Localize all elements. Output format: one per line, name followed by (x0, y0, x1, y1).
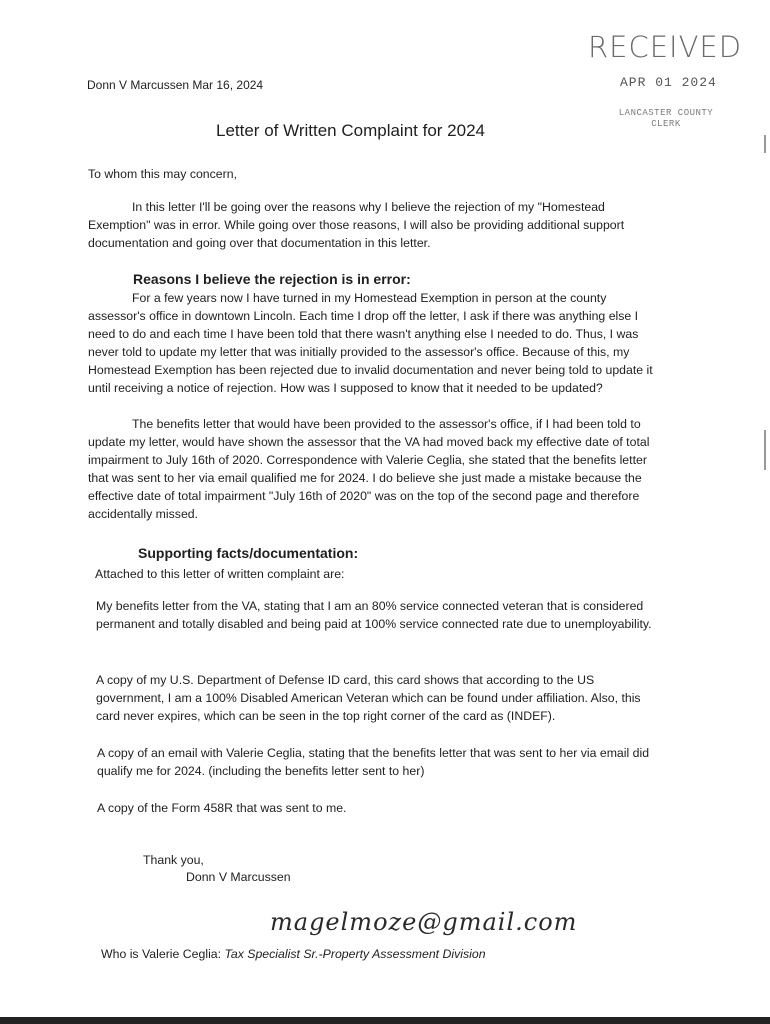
received-stamp-office (596, 108, 736, 130)
reasons-heading: Reasons I believe the rejection is in error: (133, 271, 411, 287)
reasons-paragraph-2: The benefits letter that would have been provided to the assessor's office, if I had been told to update my letter, would have shown the assessor that the VA had moved back my effective date of total impairment to July 16th of 2020. Correspondence with Valerie Ceglia, she stated that the benefits letter that was sent to her via email qualified me for 2024. I do believe she just made a mistake because the effective date of total impairment "July 16th of 2020" was on the top of the second page and therefore accidentally missed. (88, 417, 650, 521)
handwritten-email: magelmoze@gmail.com (270, 908, 578, 936)
footer-role: Tax Specialist Sr.-Property Assessment Division (224, 947, 486, 961)
footer-note (101, 947, 486, 961)
stamp-office-line1: LANCASTER COUNTY (618, 108, 714, 118)
salutation: To whom this may concern, (88, 167, 237, 181)
closing-name: Donn V Marcussen (186, 870, 291, 884)
reasons-paragraph-1: For a few years now I have turned in my Homestead Exemption in person at the county assessor's office in downtown Lincoln. Each time I drop off the letter, I ask if there was anything else I need to do and each time I have been told that there wasn't anything else I needed to do. Thus, I was never told to update my letter that was initially provided to the assessor's office. Because of this, my Homestead Exemption has been rejected due to invalid documentation and never being told to update it until receiving a notice of rejection. How was I supposed to know that it needed to be updated? (88, 291, 653, 395)
attachment-item: A copy of an email with Valerie Ceglia, stating that the benefits letter that was sent to her via email did qualify me for 2024. (including the benefits letter sent to her) (97, 746, 650, 778)
scan-edge-mark (764, 135, 766, 153)
supporting-intro: Attached to this letter of written complaint are: (95, 567, 345, 581)
letter-title: Letter of Written Complaint for 2024 (216, 121, 485, 140)
closing-thanks: Thank you, (143, 853, 204, 867)
author-date-line: Donn V Marcussen Mar 16, 2024 (87, 78, 264, 92)
scan-edge-mark (764, 430, 766, 470)
intro-paragraph: In this letter I'll be going over the reasons why I believe the rejection of my "Homestead Exemption" was in error. While going over those reasons, I will also be providing additional support documentation and going over that documentation in this letter. (88, 200, 625, 250)
received-stamp: RECEIVED (588, 30, 743, 64)
attachment-item: A copy of the Form 458R that was sent to me. (97, 801, 347, 815)
received-stamp-date: APR 01 2024 (620, 75, 717, 90)
stamp-office-line2: CLERK (651, 119, 681, 129)
footer-label: Who is Valerie Ceglia: (101, 947, 222, 961)
attachment-item: A copy of my U.S. Department of Defense ID card, this card shows that according to the US government, I am a 100% Disabled American Veteran which can be found under affiliation. Also, this card never expires, which can be seen in the top right corner of the card as (INDEF). (96, 673, 641, 723)
supporting-heading: Supporting facts/documentation: (138, 545, 359, 561)
attachment-item: My benefits letter from the VA, stating that I am an 80% service connected veteran that is considered permanent and totally disabled and being paid at 100% service connected rate due to unemployability. (96, 599, 652, 631)
scan-border (0, 1017, 770, 1024)
